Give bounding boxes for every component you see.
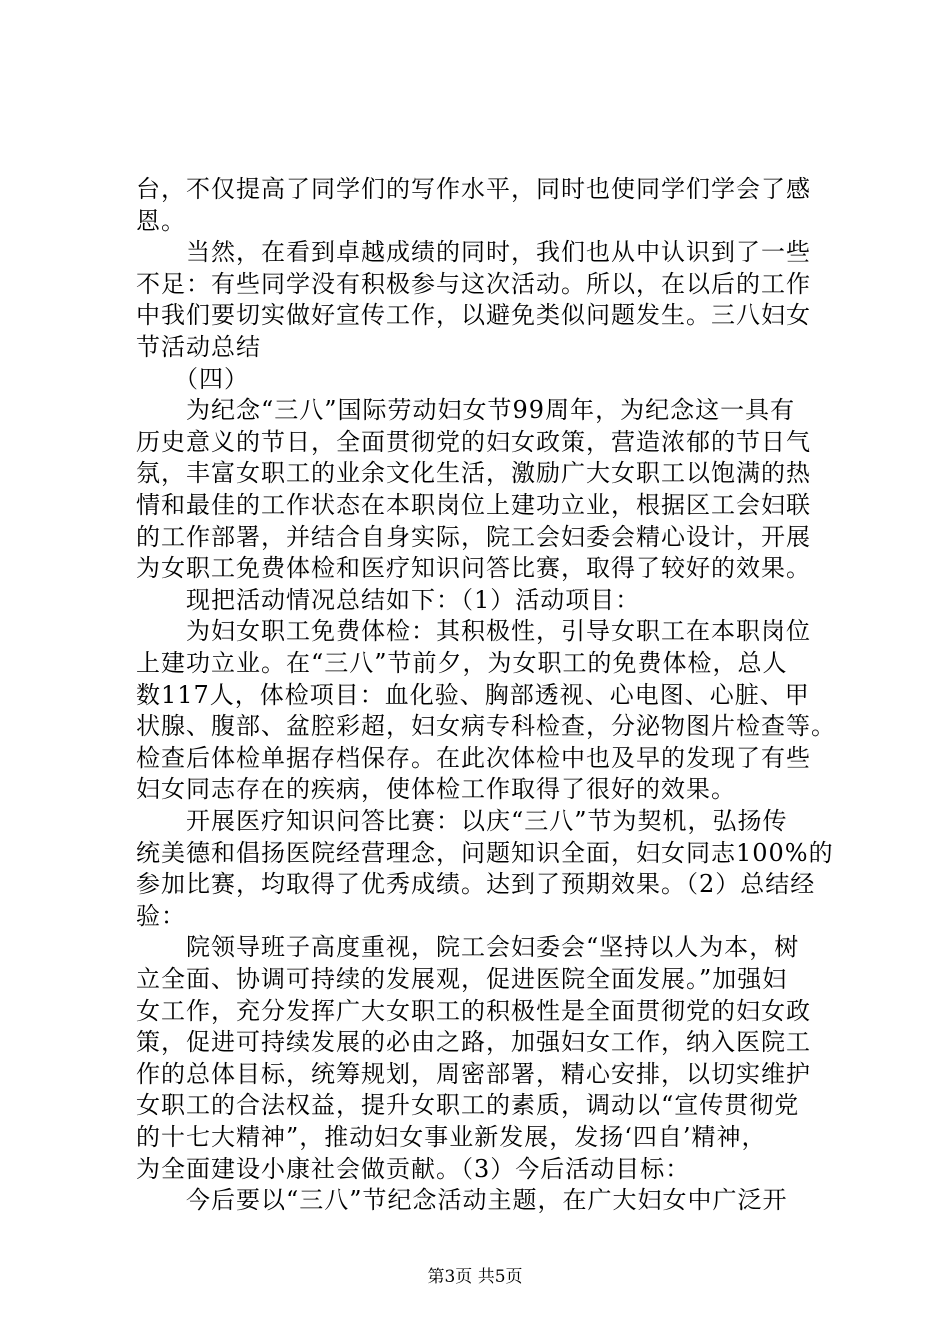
text-line: 为女职工免费体检和医疗知识问答比赛，取得了较好的效果。: [136, 554, 811, 583]
text-line: 的工作部署，并结合自身实际，院工会妇委会精心设计，开展: [136, 522, 811, 551]
text-line: 女职工的合法权益，提升女职工的素质，调动以“宣传贯彻党: [136, 1091, 800, 1120]
text-line: 台，不仅提高了同学们的写作水平，同时也使同学们学会了感: [136, 175, 811, 203]
text-line: 不足：有些同学没有积极参与这次活动。所以，在以后的工作: [136, 269, 811, 298]
text-line: 上建功立业。在“三八”节前夕，为女职工的免费体检，总人: [136, 649, 788, 677]
text-line: 参加比赛，均取得了优秀成绩。达到了预期效果。（2）总结经: [136, 870, 816, 899]
text-line: 数117人，体检项目：血化验、胸部透视、心电图、心脏、甲: [136, 680, 810, 709]
text-line: 节活动总结: [136, 333, 261, 361]
text-line: 中我们要切实做好宣传工作，以避免类似问题发生。三八妇女: [136, 301, 811, 330]
text-line: 女工作，充分发挥广大女职工的积极性是全面贯彻党的妇女政: [136, 996, 811, 1025]
text-line: 作的总体目标，统筹规划，周密部署，精心安排，以切实维护: [136, 1059, 811, 1088]
text-line: 为全面建设小康社会做贡献。（3）今后活动目标：: [136, 1154, 691, 1183]
text-line: 开展医疗知识问答比赛：以庆“三八”节为契机，弘扬传: [136, 807, 788, 835]
text-line: 妇女同志存在的疾病，使体检工作取得了很好的效果。: [136, 775, 736, 804]
text-line: 的十七大精神”，推动妇女事业新发展，发扬‘四自’精神，: [136, 1123, 767, 1151]
text-line: 为妇女职工免费体检：其积极性，引导女职工在本职岗位: [136, 617, 811, 646]
text-line: （四）: [136, 364, 249, 393]
page-footer: 第3页 共5页: [427, 1267, 523, 1287]
text-line: 恩。: [136, 206, 186, 235]
text-line: 检查后体检单据存档保存。在此次体检中也及早的发现了有些: [136, 743, 811, 772]
text-line: 历史意义的节日，全面贯彻党的妇女政策，营造浓郁的节日气: [136, 427, 811, 456]
text-line: 氛，丰富女职工的业余文化生活，激励广大女职工以饱满的热: [136, 459, 811, 488]
text-line: 验：: [136, 901, 186, 930]
text-line: 院领导班子高度重视，院工会妇委会“坚持以人为本，树: [136, 933, 800, 962]
text-line: 为纪念“三八”国际劳动妇女节99周年，为纪念这一具有: [136, 396, 796, 425]
text-line: 状腺、腹部、盆腔彩超，妇女病专科检查，分泌物图片检查等。: [136, 712, 836, 741]
text-line: 策，促进可持续发展的必由之路，加强妇女工作，纳入医院工: [136, 1028, 811, 1057]
text-line: 今后要以“三八”节纪念活动主题，在广大妇女中广泛开: [136, 1186, 788, 1215]
text-line: 现把活动情况总结如下：（1）活动项目：: [136, 585, 641, 614]
text-line: 立全面、协调可持续的发展观，促进医院全面发展。”加强妇: [136, 965, 788, 993]
text-line: 当然，在看到卓越成绩的同时，我们也从中认识到了一些: [136, 238, 811, 267]
text-line: 统美德和倡扬医院经营理念，问题知识全面，妇女同志100%的: [136, 838, 834, 867]
text-line: 情和最佳的工作状态在本职岗位上建功立业，根据区工会妇联: [136, 491, 811, 519]
